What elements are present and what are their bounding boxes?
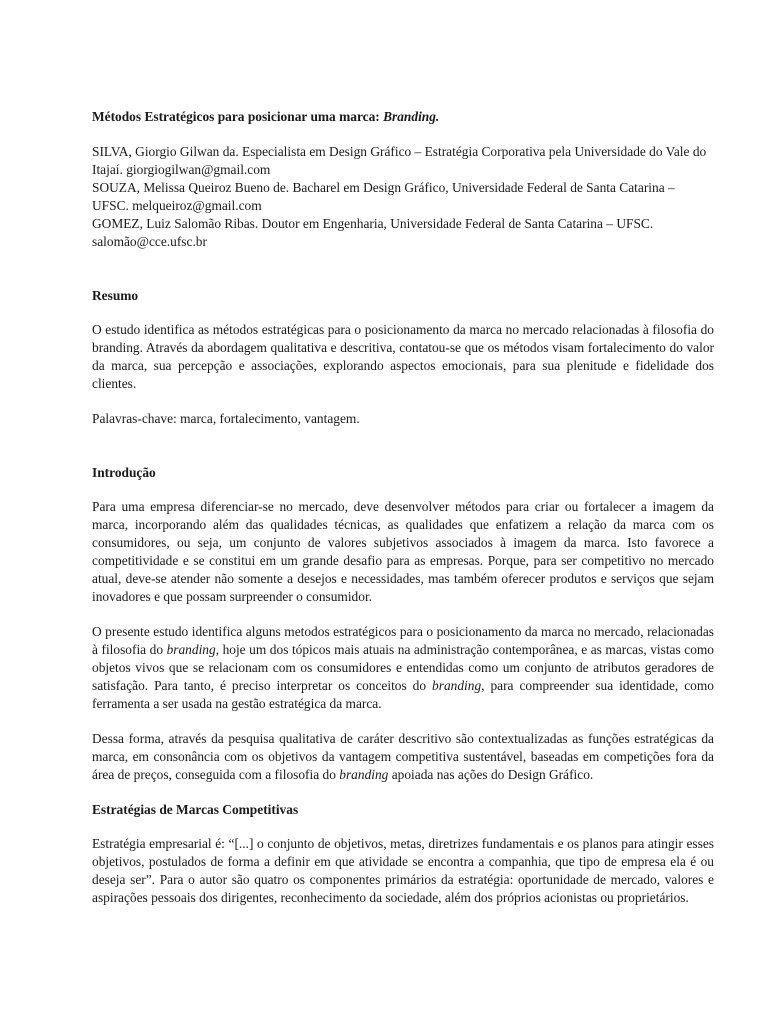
introducao-paragraph-1: Para uma empresa diferenciar-se no mercado, deve desenvolver métodos para criar ou fortalecer a imagem da marca, incorporando além das qualidades técnicas, as qualidades que enfatizem a relação da marca com os consumidores, ou seja, um conjunto de valores subjetivos associados à imagem da marca. Isto favorece a competitividade e se constitui em um grande desafio para as empresas. Porque, para ser competitivo no mercado atual, deve-se atender não somente a desejos e necessidades, mas também oferecer produtos e serviços que sejam inovadores e que possam surpreender o consumidor. [92,499,714,604]
p3-branding: branding [339,767,389,782]
title-main: Métodos Estratégicos para posicionar uma marca: [92,109,384,124]
author-list [92,143,714,251]
p3-text-a: Dessa forma, através da pesquisa qualitativa de caráter descritivo são contextualizadas as funções estratégicas da marca, em consonância com os objetivos da vantagem competitiva sustentável, baseadas em competições fora da área de preços, conseguida com a filosofia do [92,731,714,782]
document-page [92,108,714,907]
estrategias-paragraph-1: Estratégia empresarial é: “[...] o conjunto de objetivos, metas, diretrizes fundamentais e os planos para atingir esses objetivos, postulados de forma a definir em que atividade se encontra a companhia, que tipo de empresa ela é ou deseja ser”. Para o autor são quatro os componentes primários da estratégia: oportunidade de mercado, valores e aspirações pessoais dos dirigentes, reconhecimento da sociedade, além dos próprios acionistas ou proprietários. [92,836,714,905]
resumo-text: O estudo identifica as métodos estratégicas para o posicionamento da marca no mercado relacionadas à filosofia do branding. Através da abordagem qualitativa e descritiva, contatou-se que os métodos visam fortalecimento do valor da marca, sua percepção e associações, explorando aspectos emocionais, para sua plenitude e fidelidade dos clientes. [92,322,714,391]
p3-text-c: apoiada nas ações do Design Gráfico. [388,767,594,782]
introducao-heading: Introdução [92,465,156,480]
p2-branding-1: branding [166,642,216,657]
p2-text-a: O presente estudo identifica alguns metodos estratégicos para o posicionamento da marca no mercado, relacionadas à filosofia do [92,624,714,657]
author-silva: SILVA, Giorgio Gilwan da. Especialista em Design Gráfico – Estratégia Corporativa pela Universidade do Vale do Itajaí. giorgiogilwan@gmail.com [92,144,707,177]
p2-text-e: , para compreender sua identidade, como ferramenta a ser usada na gestão estratégica da marca. [92,678,714,711]
estrategias-heading: Estratégias de Marcas Competitivas [92,802,299,817]
p2-branding-2: branding [432,678,482,693]
keywords: Palavras-chave: marca, fortalecimento, vantagem. [92,411,360,426]
author-souza: SOUZA, Melissa Queiroz Bueno de. Bacharel em Design Gráfico, Universidade Federal de Santa Catarina – UFSC. melqueiroz@gmail.com [92,180,675,213]
document-title [92,108,714,126]
introducao-paragraph-3 [92,730,714,784]
introducao-paragraph-2 [92,623,714,713]
p2-text-c: , hoje um dos tópicos mais atuais na administração contemporânea, e as marcas, vistas como objetos vivos que se relacionam com os consumidores e entendidas como um conjunto de atributos geradores de satisfação. Para tanto, é preciso interpretar os conceitos do [92,642,714,693]
resumo-heading: Resumo [92,288,139,303]
author-gomez: GOMEZ, Luiz Salomão Ribas. Doutor em Engenharia, Universidade Federal de Santa Catarina – UFSC. salomão@cce.ufsc.br [92,216,654,249]
title-italic: Branding. [383,109,440,124]
